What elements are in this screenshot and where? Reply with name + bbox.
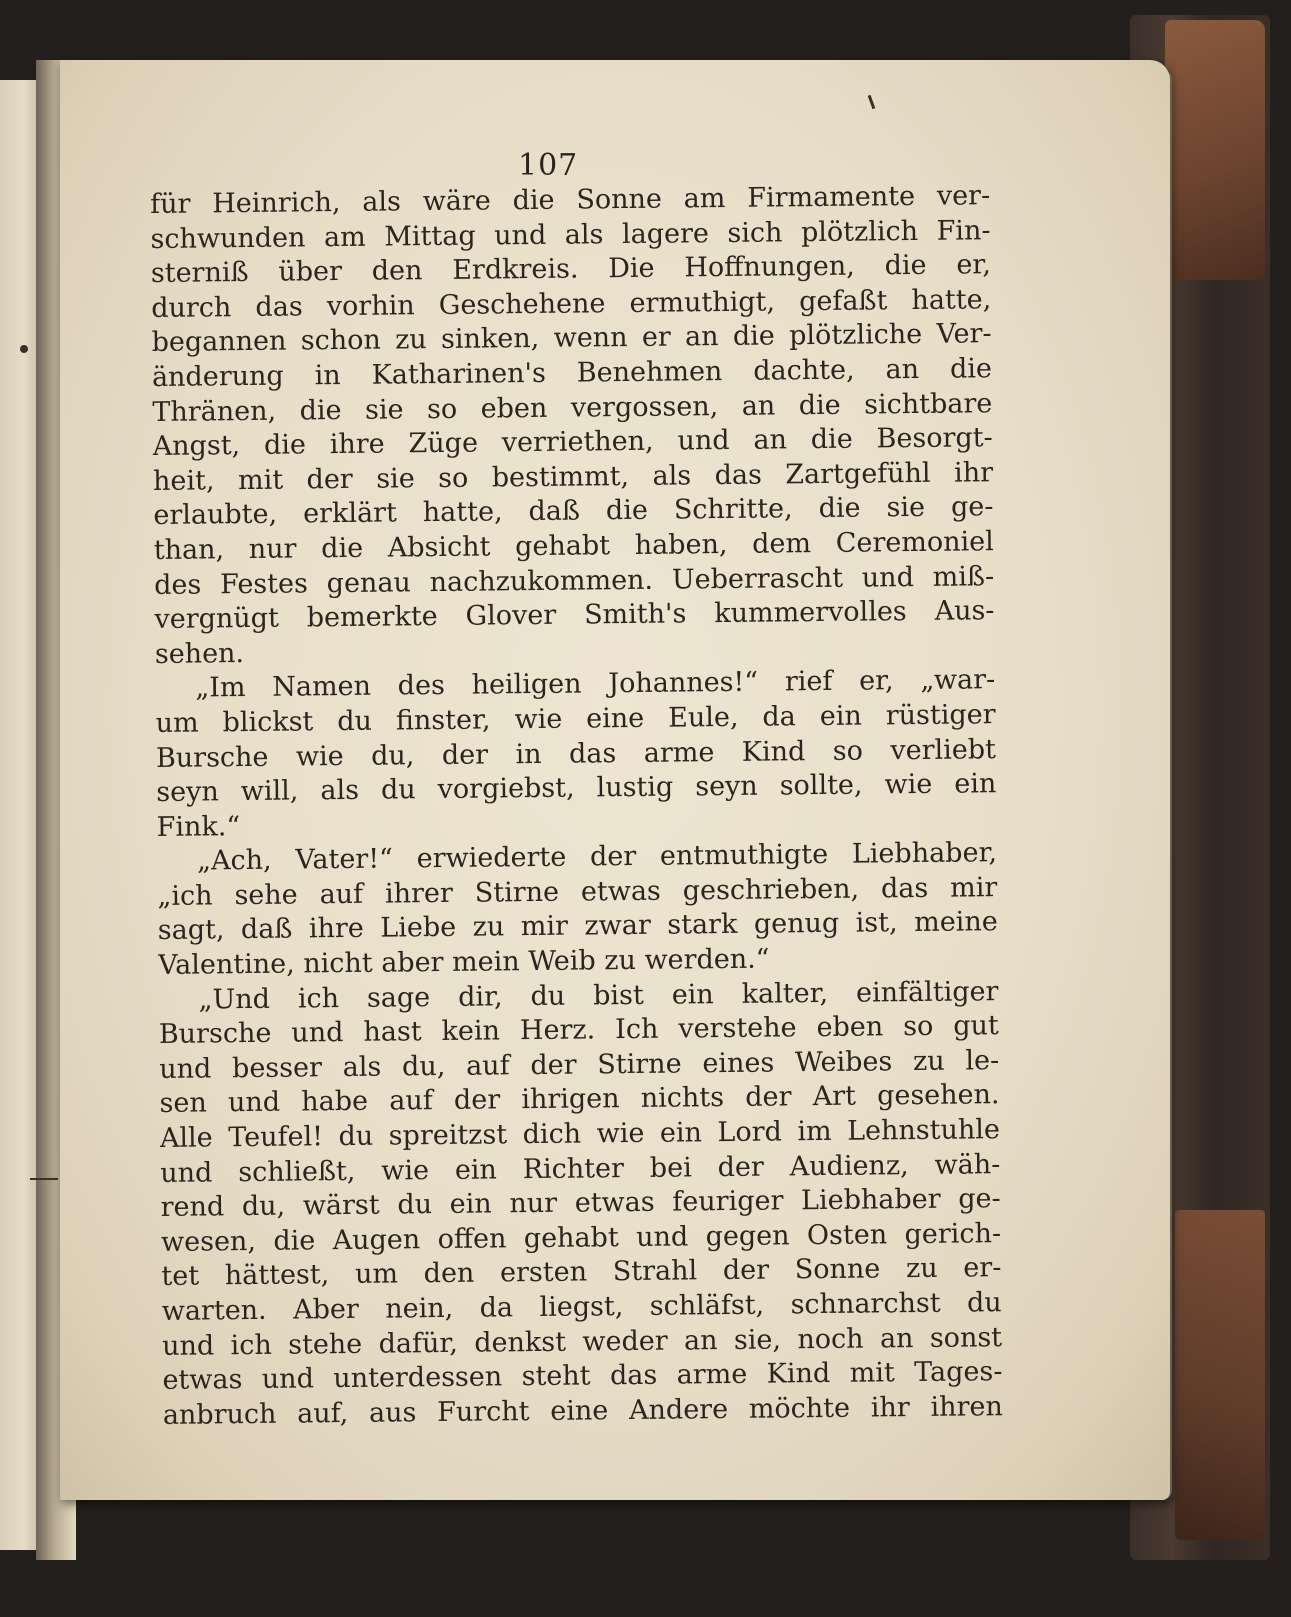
text-line: durch das vorhin Geschehene ermuthigt, gefaßt hatte, xyxy=(151,283,992,324)
text-line: tet hättest, um den ersten Strahl der Sonne zu er- xyxy=(161,1252,1002,1293)
text-line: „ich sehe auf ihrer Stirne etwas geschrieben, das mir xyxy=(157,872,998,912)
text-line: wesen, die Augen offen gehabt und gegen Osten gerich- xyxy=(160,1217,1002,1258)
text-line: anbruch auf, aus Furcht eine Andere möchte ihr ihren xyxy=(162,1390,1003,1431)
text-line: für Heinrich, als wäre die Sonne am Firmamente ver- xyxy=(150,180,991,220)
text-line: Fink.“ xyxy=(156,810,241,843)
text-line: begannen schon zu sinken, wenn er an die plötzliche Ver- xyxy=(151,318,992,359)
text-line: schwunden am Mittag und als lagere sich plötzlich Fin- xyxy=(150,214,991,255)
text-line: Valentine, nicht aber mein Weib zu werden.“ xyxy=(157,943,770,982)
text-line: than, nur die Absicht gehabt haben, dem Ceremoniel xyxy=(153,526,994,566)
text-line: „Ach, Vater!“ erwiederte der entmuthigte Liebhaber, xyxy=(196,837,998,877)
text-line: etwas und unterdessen steht das arme Kind mit Tages- xyxy=(162,1356,1003,1397)
text-line: Thränen, die sie so eben vergossen, an die sichtbare xyxy=(152,387,993,428)
text-line: warten. Aber nein, da liegst, schläfst, schnarchst du xyxy=(161,1287,1002,1327)
text-line: Bursche wie du, der in das arme Kind so verliebt xyxy=(155,733,997,774)
text-line: heit, mit der sie so bestimmt, als das Zartgefühl ihr xyxy=(152,456,994,497)
text-line: „Im Namen des heiligen Johannes!“ rief er, „war- xyxy=(195,664,996,704)
text-line: des Festes genau nachzukommen. Ueberrascht und miß- xyxy=(153,560,995,601)
text-line: änderung in Katharinen's Benehmen dachte, an die xyxy=(151,353,993,393)
text-line: sagt, daß ihre Liebe zu mir zwar stark genug ist, meine xyxy=(157,906,998,947)
previous-page-edge xyxy=(0,80,40,1550)
ink-mark xyxy=(30,1178,58,1180)
text-line: erlaubte, erklärt hatte, daß die Schritte, die sie ge- xyxy=(153,491,994,532)
leather-corner-top xyxy=(1165,20,1265,280)
text-line: und schließt, wie ein Richter bei der Audienz, wäh- xyxy=(160,1148,1001,1189)
text-line: und besser als du, auf der Stirne eines Weibes zu le- xyxy=(159,1045,1000,1085)
text-line: Bursche und hast kein Herz. Ich verstehe eben so gut xyxy=(158,1010,999,1051)
text-line: sterniß über den Erdkreis. Die Hoffnungen, die er, xyxy=(150,249,992,290)
text-line: rend du, wärst du ein nur etwas feuriger Liebhaber ge- xyxy=(160,1183,1001,1224)
page-number: 107 xyxy=(518,148,579,183)
text-line: Angst, die ihre Züge verriethen, und an die Besorgt- xyxy=(152,422,993,463)
text-line: und ich stehe dafür, denkst weder an sie, noch an sonst xyxy=(161,1321,1003,1362)
text-line: um blickst du finster, wie eine Eule, da ein rüstiger xyxy=(155,699,996,739)
text-line: vergnügt bemerkte Glover Smith's kummervolles Aus- xyxy=(154,595,995,636)
text-line: sen und habe auf der ihrigen nichts der Art gesehen. xyxy=(159,1079,1000,1120)
text-line: „Und ich sage dir, du bist ein kalter, einfältiger xyxy=(198,975,999,1016)
ink-mark xyxy=(20,345,28,353)
text-line: Alle Teufel! du spreitzst dich wie ein Lord im Lehnstuhle xyxy=(159,1114,1001,1154)
text-line: sehen. xyxy=(154,637,245,670)
text-line: seyn will, als du vorgiebst, lustig seyn sollte, wie ein xyxy=(156,768,997,809)
page-text xyxy=(150,179,1003,1433)
leather-corner-bottom xyxy=(1175,1210,1265,1540)
